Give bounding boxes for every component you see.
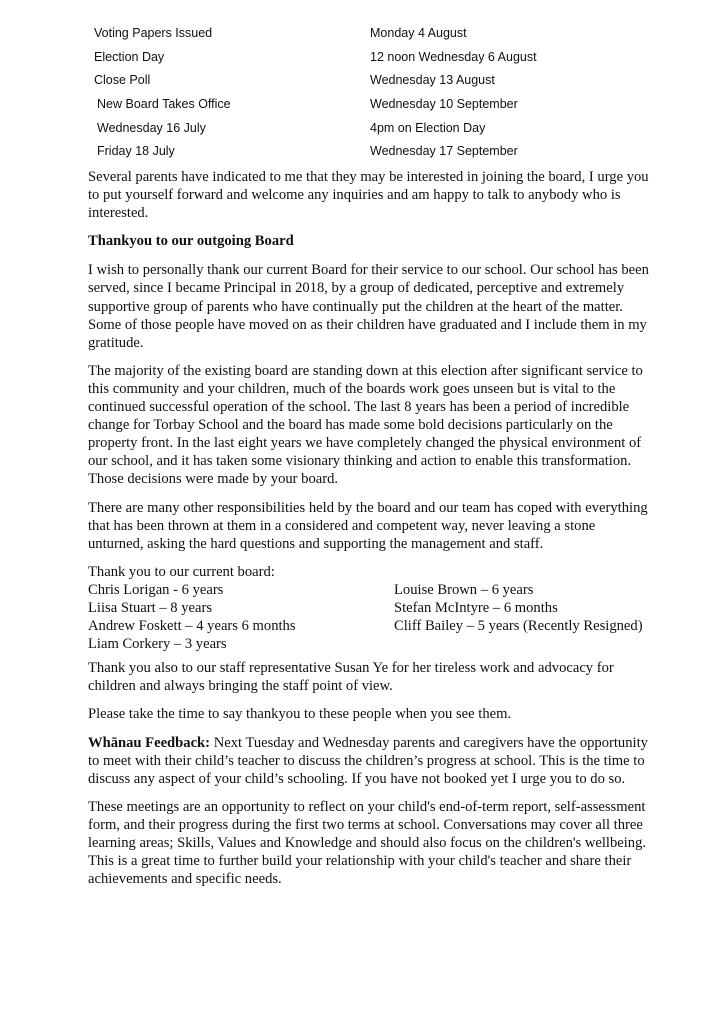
board-list xyxy=(88,563,650,653)
schedule-event: Close Poll xyxy=(94,73,151,88)
board-member: Louise Brown – 6 years xyxy=(394,581,534,598)
intro-paragraph: Several parents have indicated to me that they may be interested in joining the board, I urge you to put yourself forward and welcome any inquiries and am happy to talk to anybody who is interested. xyxy=(88,169,649,222)
body-paragraph: The majority of the existing board are standing down at this election after significant service to this community and your children, much of the boards work goes unseen but is vital to the continued successful operation of the school. The last 8 years has been a period of incredible change for Torbay School and the board has made some bold decisions particularly on the property front. In the last eight years we have completely changed the physical environment of our school, and it has taken some visionary thinking and action to enable this transformation. Those decisions were made by your board. xyxy=(88,362,643,488)
board-member: Liam Corkery – 3 years xyxy=(88,636,227,653)
schedule-event: Wednesday 16 July xyxy=(97,120,206,135)
schedule-row xyxy=(88,46,648,70)
schedule-event: New Board Takes Office xyxy=(97,97,231,112)
whanau-label: Whānau Feedback: xyxy=(88,734,211,751)
schedule-row xyxy=(88,93,648,117)
election-schedule-table xyxy=(88,22,648,164)
schedule-date: Wednesday 10 September xyxy=(370,97,518,112)
whanau-text: Next Tuesday and Wednesday parents and caregivers have the opportunity to meet with their child’s teacher to discuss the children’s progress at school. This is the time to discuss any aspect of your child’s schooling. If you have not booked yet I urge you to do so. xyxy=(88,734,648,787)
schedule-row xyxy=(88,140,648,164)
board-member: Chris Lorigan - 6 years xyxy=(88,581,224,598)
schedule-event: Voting Papers Issued xyxy=(94,26,213,40)
staff-rep-paragraph: Thank you also to our staff representative Susan Ye for her tireless work and advocacy for children and always bringing the staff point of view. xyxy=(88,660,614,695)
schedule-row xyxy=(88,117,648,141)
board-member: Stefan McIntyre – 6 months xyxy=(394,599,558,616)
body-paragraph: I wish to personally thank our current Board for their service to our school. Our school has been served, since I became Principal in 2018, by a group of dedicated, perceptive and extremely supportive group of parents who have continually put the children at the heart of the matter. Some of those people have moved on as their children have graduated and I include them in my gratitude. xyxy=(88,262,649,351)
whanau-paragraph xyxy=(88,734,650,788)
schedule-event: Friday 18 July xyxy=(97,144,175,159)
newsletter-body xyxy=(88,168,650,898)
board-column-right xyxy=(394,581,650,653)
schedule-row xyxy=(88,69,648,93)
section-heading: Thankyou to our outgoing Board xyxy=(88,233,294,250)
schedule-date: Wednesday 17 September xyxy=(370,144,518,159)
schedule-date: Wednesday 13 August xyxy=(370,73,495,88)
board-member: Liisa Stuart – 8 years xyxy=(88,599,213,616)
board-intro: Thank you to our current board: xyxy=(88,563,275,580)
closing-paragraph: These meetings are an opportunity to reflect on your child's end-of-term report, self-assessment form, and their progress during the first two terms at school. Conversations may cover all three learning areas; Skills, Values and Knowledge and should also focus on the children's wellbeing. This is a great time to further build your relationship with your child's teacher and share their achievements and specific needs. xyxy=(88,798,647,888)
body-paragraph: There are many other responsibilities held by the board and our team has coped with everything that has been thrown at them in a considered and competent way, never leaving a stone unturned, asking the hard questions and supporting the management and staff. xyxy=(88,499,648,552)
schedule-date: 4pm on Election Day xyxy=(370,120,486,135)
schedule-date: 12 noon Wednesday 6 August xyxy=(370,49,537,64)
schedule-date: Monday 4 August xyxy=(370,26,467,40)
board-member: Andrew Foskett – 4 years 6 months xyxy=(88,618,296,635)
schedule-row xyxy=(88,22,648,46)
board-column-left xyxy=(88,581,394,653)
thankyou-line: Please take the time to say thankyou to these people when you see them. xyxy=(88,706,512,723)
schedule-event: Election Day xyxy=(94,49,165,64)
board-member: Cliff Bailey – 5 years (Recently Resigned) xyxy=(394,618,643,635)
